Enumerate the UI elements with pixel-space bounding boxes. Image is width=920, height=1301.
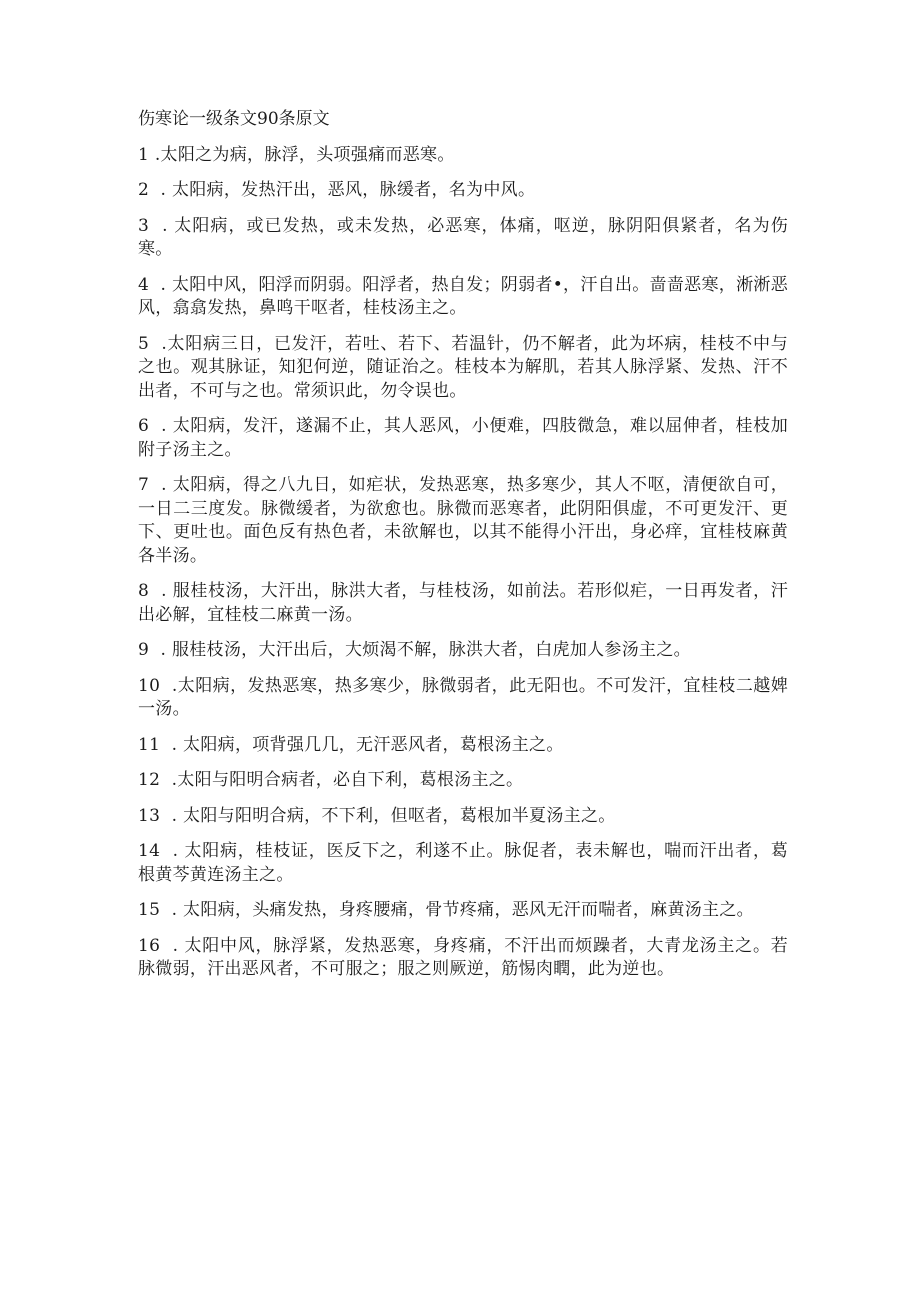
clause-number: 16 <box>138 935 173 956</box>
clause-number: 12 <box>138 770 172 790</box>
clause-number: 6 <box>138 416 162 436</box>
clause-5 <box>138 333 788 404</box>
clause-text: . 服桂枝汤，大汗出，脉洪大者，与桂枝汤，如前法。若形似疟，一日再发者，汗出必解，宜桂枝二麻黄一汤。 <box>138 581 789 625</box>
clause-2 <box>138 179 788 203</box>
clause-text: .太阳病三日，已发汗，若吐、若下、若温针，仍不解者，此为坏病，桂枝不中与之也。观其脉证，知犯何逆，随证治之。桂枝本为解肌，若其人脉浮紧、发热、汗不出者，不可与之也。常须识此，勿令误也。 <box>138 333 788 401</box>
clause-number: 10 <box>138 675 172 696</box>
clause-6 <box>138 415 788 462</box>
clause-number: 3 <box>138 215 163 236</box>
clause-8 <box>138 580 788 627</box>
clause-text: . 太阳病，发汗，遂漏不止，其人恶风，小便难，四肢微急，难以屈伸者，桂枝加附子汤主之。 <box>138 416 789 460</box>
clause-number: 9 <box>138 640 161 660</box>
clause-12 <box>138 769 788 793</box>
clause-number: 5 <box>138 333 162 354</box>
document-title: 伤寒论一级条文90条原文 <box>138 109 330 129</box>
clause-3 <box>138 215 788 262</box>
clause-1 <box>138 144 788 168</box>
clause-13 <box>138 805 788 829</box>
clause-text: . 太阳病，头痛发热，身疼腰痛，骨节疼痛，恶风无汗而喘者，麻黄汤主之。 <box>171 900 754 920</box>
clause-text: .太阳之为病，脉浮，头项强痛而恶寒。 <box>154 144 455 165</box>
clause-4 <box>138 274 788 321</box>
clause-text: . 太阳与阳明合病，不下利，但呕者，葛根加半夏汤主之。 <box>171 805 616 826</box>
clause-text: . 太阳中风，阳浮而阴弱。阳浮者，热自发；阴弱者•，汗自出。啬啬恶寒，淅淅恶风，翕翕发热，鼻鸣干呕者，桂枝汤主之。 <box>138 274 789 318</box>
document-body <box>138 108 788 994</box>
clause-number: 15 <box>138 900 172 920</box>
clause-text: . 服桂枝汤，大汗出后，大烦渴不解，脉洪大者，白虎加人参汤主之。 <box>160 640 691 660</box>
clause-number: 14 <box>138 841 173 861</box>
clause-7 <box>138 474 788 568</box>
clause-number: 7 <box>138 475 162 495</box>
clause-text: . 太阳病，项背强几几，无汗恶风者，葛根汤主之。 <box>171 734 564 755</box>
clause-text: . 太阳病，得之八九日，如疟状，发热恶寒，热多寒少，其人不呕，清便欲自可，一日二三度发。脉微缓者，为欲愈也。脉微而恶寒者，此阴阳俱虚，不可更发汗、更下、更吐也。面色反有热色者，未欲解也，以其不能得小汗出，身必痒，宜桂枝麻黄各半汤。 <box>138 475 789 566</box>
clause-text: . 太阳病，桂枝证，医反下之，利遂不止。脉促者，表未解也，喘而汗出者，葛根黄芩黄连汤主之。 <box>138 841 789 885</box>
clause-text: . 太阳中风，脉浮紧，发热恶寒，身疼痛，不汗出而烦躁者，大青龙汤主之。若脉微弱，汗出恶风者，不可服之；服之则厥逆，筋惕肉瞤，此为逆也。 <box>138 935 789 979</box>
clause-text: .太阳病，发热恶寒，热多寒少，脉微弱者，此无阳也。不可发汗，宜桂枝二越婢一汤。 <box>138 675 789 719</box>
clause-number: 11 <box>138 734 172 755</box>
clause-text: . 太阳病，发热汗出，恶风，脉缓者，名为中风。 <box>160 180 536 200</box>
clause-text: .太阳与阳明合病者，必自下利，葛根汤主之。 <box>171 770 524 790</box>
clause-number: 8 <box>138 581 162 601</box>
clause-number: 4 <box>138 274 161 295</box>
clause-11 <box>138 734 788 758</box>
clause-16 <box>138 935 788 982</box>
clause-15 <box>138 899 788 923</box>
clause-number: 2 <box>138 180 161 200</box>
clause-number: 1 <box>138 144 155 165</box>
clause-9 <box>138 639 788 663</box>
clause-10 <box>138 675 788 722</box>
clause-number: 13 <box>138 805 172 826</box>
clause-14 <box>138 840 788 887</box>
clause-text: . 太阳病，或已发热，或未发热，必恶寒，体痛，呕逆，脉阴阳俱紧者，名为伤寒。 <box>138 215 788 259</box>
